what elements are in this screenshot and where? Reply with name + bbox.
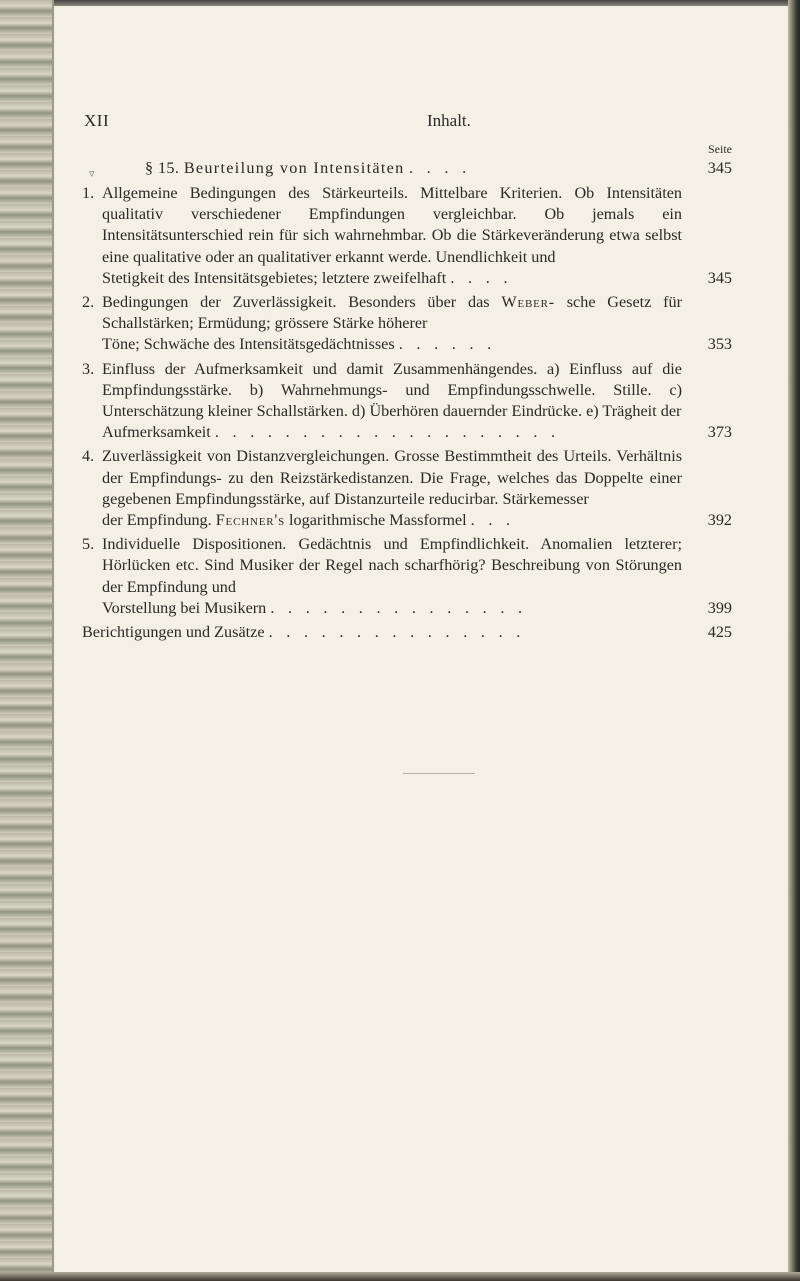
entry-dots: . . . . . . . . . . . . . . . (270, 598, 527, 617)
entry-last-line: Stetigkeit des Intensitätsgebietes; letztere zweifelhaft (102, 268, 447, 287)
entry-last-line: Aufmerksamkeit (102, 423, 211, 442)
addenda-page: 425 (707, 623, 732, 642)
entry-page: 399 (707, 598, 732, 617)
entry-text: Zuverlässigkeit von Distanzvergleichungen. Grosse Bestimmtheit des Urteils. Verhältnis der Empfindungs- zu den Reizstärkedistanzen. Die Frage, welches das Doppelte einer gegebenen Empfindungsstärke, auf Distanzurteile reducirbar. Stärkemesser (102, 447, 682, 508)
toc-entry (54, 446, 744, 531)
entry-page: 353 (707, 335, 732, 354)
entry-last-line-cont: logarithmische Massformel (289, 511, 467, 530)
entry-page: 345 (707, 268, 732, 287)
entry-number: 1. (82, 184, 95, 202)
entry-dots: . . . . . . . . . . . . . . . . . . . . (214, 423, 560, 442)
entry-number: 2. (82, 293, 95, 312)
section-dots: . . . . (409, 159, 471, 177)
entry-last-line: der Empfindung. (102, 511, 212, 530)
entry-dots: . . . (470, 511, 515, 530)
closing-rule (403, 773, 475, 774)
entry-last-line: Töne; Schwäche des Intensitätsgedächtnisses (102, 335, 395, 354)
entry-text-cont: sche Gesetz für Schallstärken; Ermüdung; grössere Stärke höherer (102, 293, 683, 333)
toc-entry (54, 292, 744, 356)
toc-entry (54, 183, 744, 289)
section-page: 345 (707, 159, 732, 177)
entry-last-line: Vorstellung bei Musikern (102, 598, 267, 617)
addenda-dots: . . . . . . . . . . . . . . . (268, 623, 526, 642)
entry-text: Allgemeine Bedingungen des Stärkeurteils. Mittelbare Kriterien. Ob Intensitäten qualitativ verschiedener Empfindungen vergleichbar. Ob jemals ein Intensitätsunterschied rein für sich wahrnehmbar. Ob die Stärkeveränderung etwa selbst eine qualitative oder an qualitativer erkannt werde. Unendlichkeit und (102, 184, 682, 266)
entry-dots: . . . . . . (398, 335, 497, 354)
section-number: § 15. (145, 159, 180, 177)
entry-number: 4. (82, 447, 95, 466)
binding-edge (0, 0, 54, 1281)
page-column-label: Seite (708, 142, 732, 156)
entry-text: Individuelle Dispositionen. Gedächtnis und Empfindlichkeit. Anomalien letzterer; Hörlücken etc. Sind Musiker der Regel nach scharfhörig? Beschreibung von Störungen der Empfindung und (102, 535, 682, 596)
page-right-edge (788, 0, 800, 1281)
table-of-contents (54, 158, 744, 643)
section-heading (54, 158, 744, 180)
entry-number: 5. (82, 535, 95, 554)
toc-entry (54, 359, 744, 444)
section-title: Beurteilung von Intensitäten (183, 159, 405, 177)
toc-entry (54, 534, 744, 619)
page-number-roman: XII (84, 111, 110, 130)
toc-entry-addenda (54, 622, 744, 643)
addenda-text: Berichtigungen und Zusätze (82, 623, 265, 642)
entry-dots: . . . . (450, 268, 513, 287)
entry-text: Bedingungen der Zuverlässigkeit. Besonders über das (102, 293, 490, 312)
entry-smallcaps: Fechner's (215, 511, 285, 530)
entry-text: Einfluss der Aufmerksamkeit und damit Zusammenhängendes. a) Einfluss auf die Empfindungsstärke. b) Wahrnehmungs- und Empfindungsschwelle. Stille. c) Unterschätzung kleiner Schallstärken. d) Überhören dauernder Eindrücke. e) Trägheit der (102, 359, 682, 421)
entry-page: 392 (707, 511, 732, 530)
entry-page: 373 (707, 423, 732, 442)
entry-smallcaps: Weber- (501, 293, 555, 312)
ink-mark-icon: ▿ (89, 168, 95, 180)
entry-number: 3. (82, 359, 95, 378)
page-header (54, 111, 744, 156)
page-title: Inhalt. (427, 111, 471, 130)
page-bottom-edge (0, 1272, 800, 1281)
